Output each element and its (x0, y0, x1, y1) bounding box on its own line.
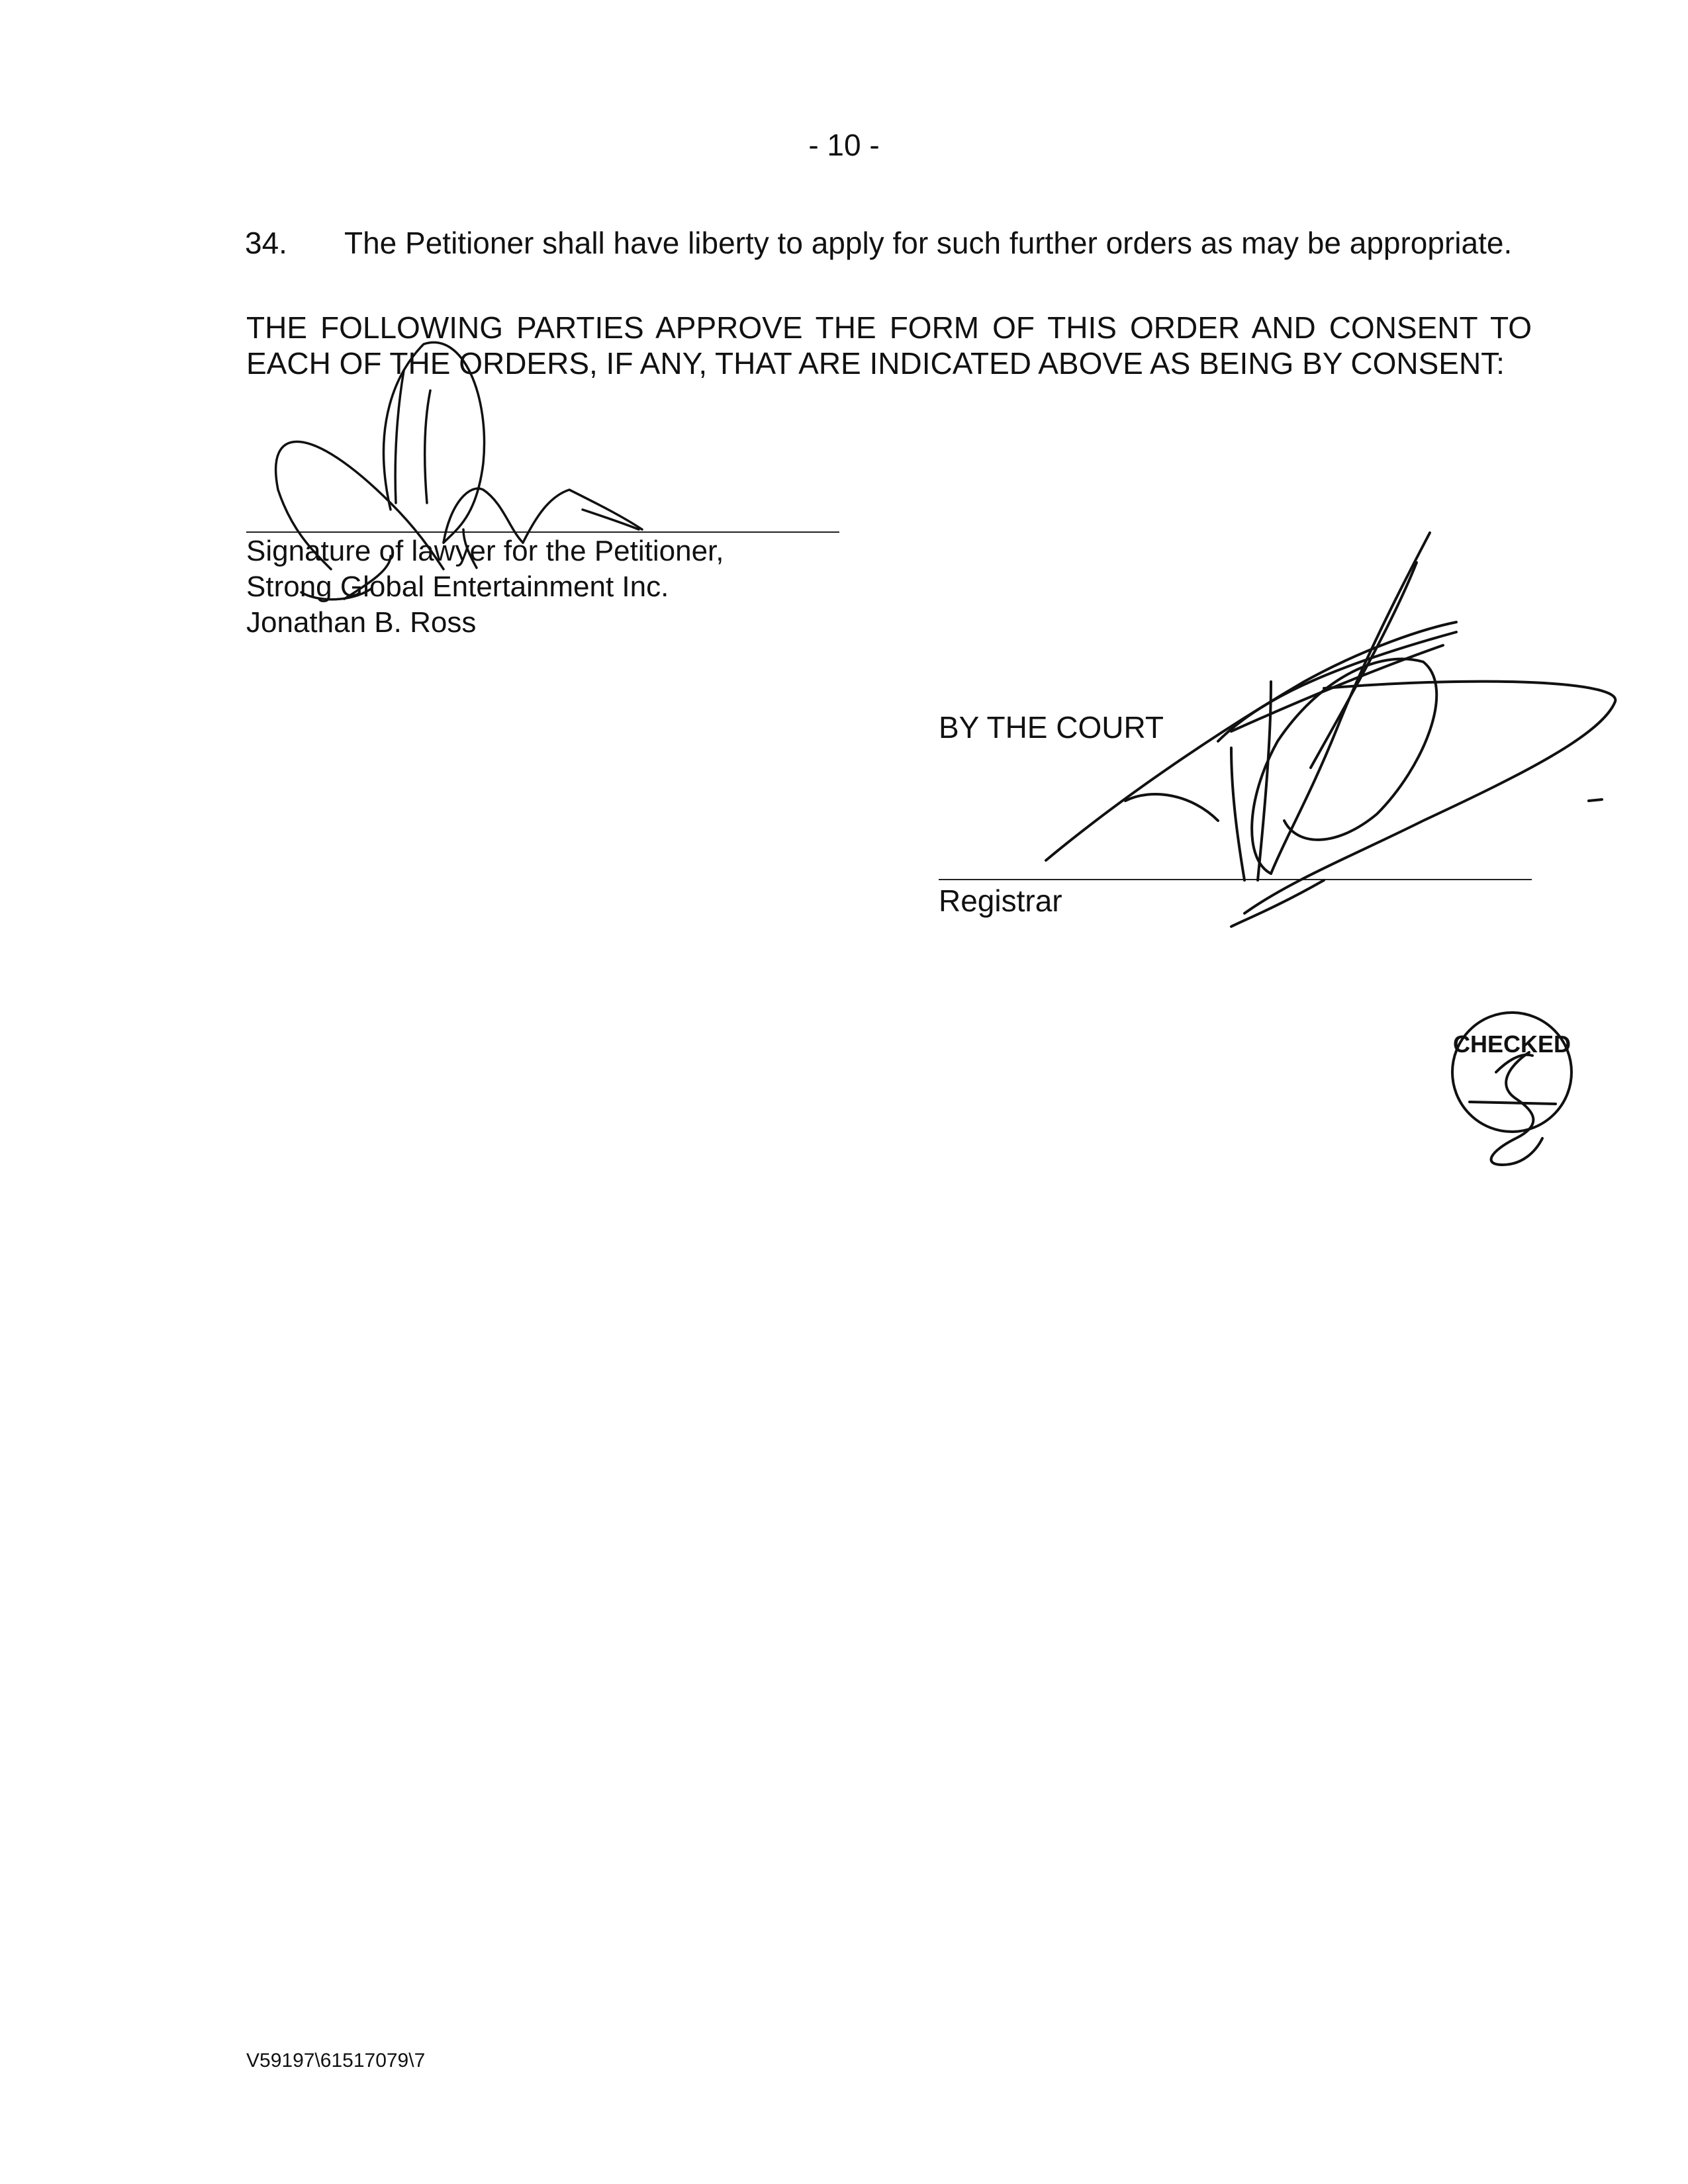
lawyer-name: Jonathan B. Ross (246, 606, 477, 639)
petitioner-signature-block (246, 533, 724, 641)
stamp-text: CHECKED (1452, 1030, 1571, 1058)
signature-caption: Signature of lawyer for the Petitioner, (246, 535, 724, 567)
approval-statement (246, 310, 1532, 381)
paragraph-text: The Petitioner shall have liberty to apply for such further orders as may be appropriate. (344, 226, 1513, 260)
registrar-signature-line (939, 879, 1532, 880)
party-name: Strong Global Entertainment Inc. (246, 570, 669, 603)
by-the-court-heading: BY THE COURT (939, 710, 1164, 745)
approval-line-2: EACH OF THE ORDERS, IF ANY, THAT ARE INDICATED ABOVE AS BEING BY CONSENT: (246, 346, 1505, 381)
stamp-circle (1452, 1013, 1571, 1132)
checked-stamp (1452, 1013, 1571, 1165)
approval-line-1: THE FOLLOWING PARTIES APPROVE THE FORM OF THIS ORDER AND CONSENT TO (246, 310, 1532, 345)
registrar-label: Registrar (939, 884, 1062, 918)
document-reference: V59197\61517079\7 (246, 2050, 426, 2071)
paragraph-number: 34. (245, 226, 287, 260)
stamp-initials (1470, 1052, 1556, 1165)
page-number: - 10 - (808, 128, 880, 162)
petitioner-signature-line (246, 531, 839, 533)
